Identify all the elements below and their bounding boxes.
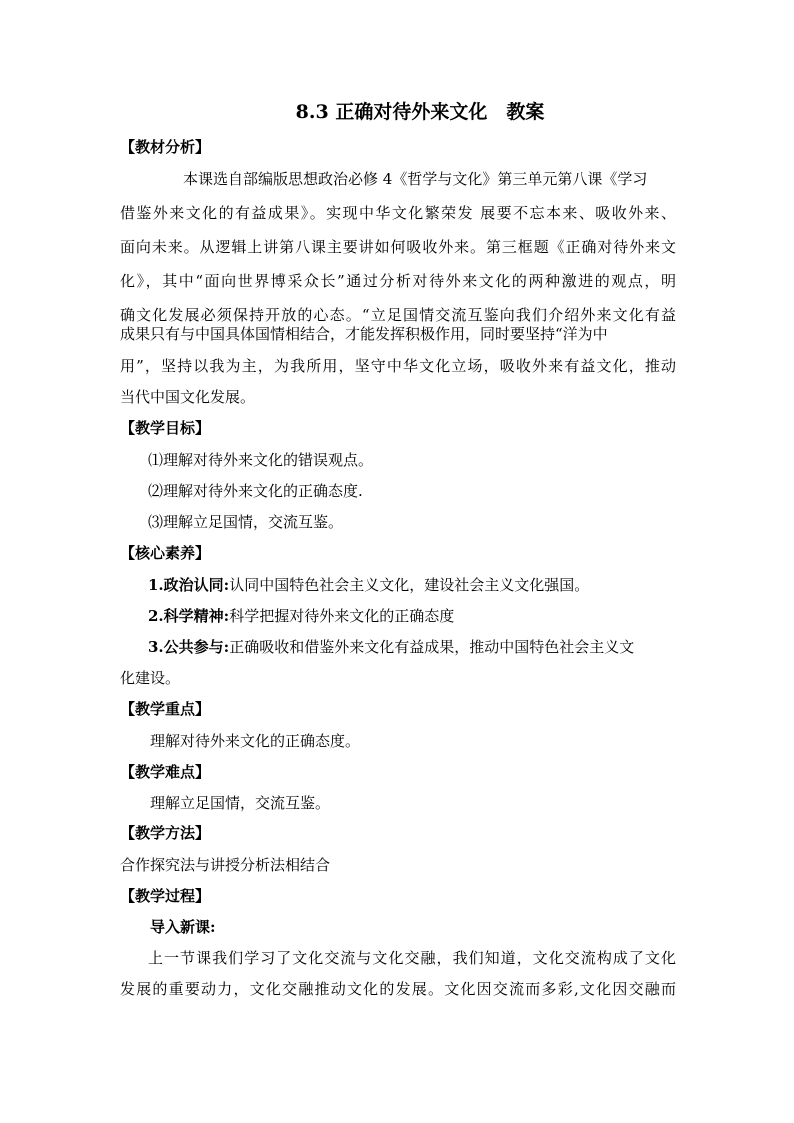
key-points-text: 理解对待外来文化的正确态度。 [150,732,361,750]
literacy-item-3-label: 3.公共参与: [148,638,230,656]
analysis-line-8: 当代中国文化发展。 [120,388,256,406]
section-heading-difficulties: 【教学难点】 [120,763,211,781]
literacy-item-3 [148,637,634,657]
literacy-item-2-label: 2.科学精神: [148,607,230,625]
process-intro-label: 导入新课: [150,918,216,936]
document-title: 8.3 正确对待外来文化 教案 [295,101,545,123]
analysis-line-2: 借鉴外来文化的有益成果》。实现中华文化繁荣发 展要不忘本来、吸收外来、 [120,204,676,222]
analysis-line-5: 确文化发展必须保持开放的心态。“立足国情交流互鉴向我们介绍外来文化有益 [120,306,676,324]
literacy-item-2-text: 科学把握对待外来文化的正确态度 [229,607,455,625]
analysis-line-7: 用”，坚持以我为主，为我所用，坚守中华文化立场，吸收外来有益文化，推动 [120,357,676,375]
section-heading-key-points: 【教学重点】 [120,700,211,718]
goal-item-3: ⑶理解立足国情，交流互鉴。 [148,513,344,531]
literacy-item-3-text: 正确吸收和借鉴外来文化有益成果，推动中国特色社会主义文 [229,638,635,656]
section-heading-literacy: 【核心素养】 [120,544,211,562]
analysis-line-4: 化》，其中“面向世界博采众长”通过分析对待外来文化的两种激进的观点，明 [120,272,676,290]
section-heading-goals: 【教学目标】 [120,419,211,437]
analysis-line-1: 本课选自部编版思想政治必修 4《哲学与文化》第三单元第八课《学习 [183,170,648,188]
section-heading-methods: 【教学方法】 [120,824,211,842]
methods-text: 合作探究法与讲授分析法相结合 [120,856,331,874]
literacy-item-2 [148,606,454,626]
literacy-item-1-label: 1.政治认同: [148,576,230,594]
process-line-1: 上一节课我们学习了文化交流与文化交融，我们知道，文化交流构成了文化 [148,949,676,967]
analysis-line-6: 成果只有与中国具体国情相结合，才能发挥积极作用，同时要坚持“洋为中 [120,325,608,343]
section-heading-process: 【教学过程】 [120,887,211,905]
analysis-line-3: 面向未来。从逻辑上讲第八课主要讲如何吸收外来。第三框题《正确对待外来文 [120,238,676,256]
difficulties-text: 理解立足国情，交流互鉴。 [150,794,331,812]
literacy-item-1-text: 认同中国特色社会主义文化，建设社会主义文化强国。 [229,576,590,594]
goal-item-2: ⑵理解对待外来文化的正确态度. [148,482,363,500]
goal-item-1: ⑴理解对待外来文化的错误观点。 [148,451,374,469]
process-line-2: 发展的重要动力，文化交融推动文化的发展。文化因交流而多彩,文化因交融而 [120,980,676,998]
literacy-item-1 [148,575,589,595]
section-heading-analysis: 【教材分析】 [120,138,211,156]
literacy-item-3-continued: 化建设。 [120,669,181,687]
